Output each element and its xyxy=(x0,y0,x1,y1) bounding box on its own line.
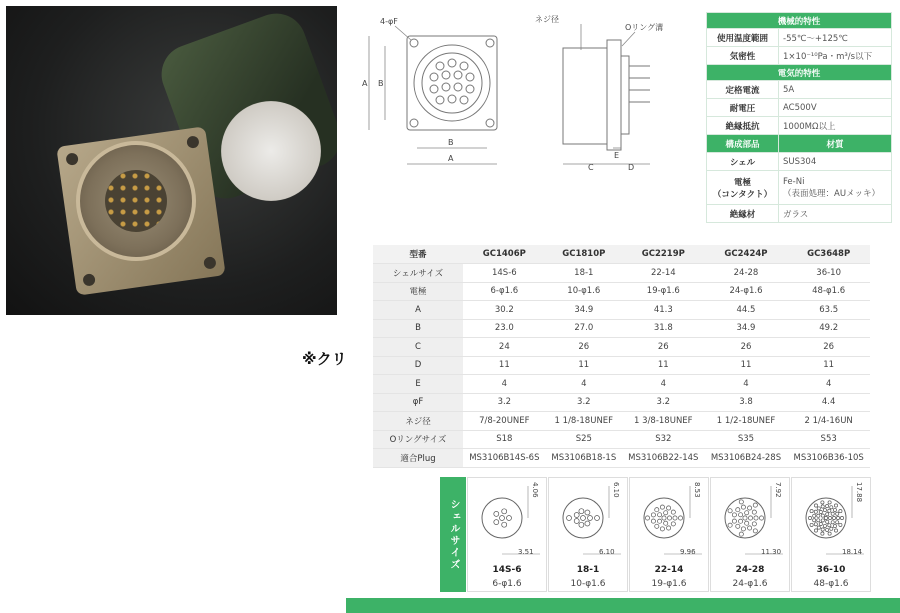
part-key: シェル xyxy=(707,153,779,171)
contact-pin xyxy=(736,524,740,528)
contact-pin xyxy=(741,527,745,531)
dim-vertical: 6.10 xyxy=(612,482,620,498)
table-row xyxy=(373,356,870,375)
dim-b-horizontal: B xyxy=(448,138,454,147)
contact-pin xyxy=(736,508,740,512)
table-row xyxy=(373,319,870,338)
shell-size-card xyxy=(548,477,628,592)
table-cell: 11 xyxy=(622,356,705,375)
dim-horizontal: 18.14 xyxy=(842,548,863,556)
table-cell: 18-1 xyxy=(546,264,622,283)
contact-pin xyxy=(823,524,826,527)
contact-pin xyxy=(759,516,763,520)
dim-horizontal: 9.96 xyxy=(680,548,696,556)
contact-pin xyxy=(579,522,584,527)
row-label: D xyxy=(373,356,463,375)
table-cell: S32 xyxy=(622,430,705,449)
contact-pin xyxy=(836,521,839,524)
dim-e: E xyxy=(614,151,620,160)
contact-pin xyxy=(494,511,499,516)
contact-pin xyxy=(810,510,813,513)
dim-horizontal: 3.51 xyxy=(518,548,534,556)
contact-pin xyxy=(660,505,664,509)
spec-value: -55℃～+125℃ xyxy=(779,29,892,47)
row-label: 適合Plug xyxy=(373,449,463,468)
contact-pin xyxy=(574,519,579,524)
contact-pin xyxy=(833,525,836,528)
table-cell: 4 xyxy=(787,375,870,394)
table-cell: 44.5 xyxy=(705,301,788,320)
table-cell: 4 xyxy=(705,375,788,394)
contact-pin xyxy=(839,510,842,513)
table-cell: 11 xyxy=(705,356,788,375)
contact-pin xyxy=(741,505,745,509)
contact-pin xyxy=(833,508,836,511)
table-row xyxy=(373,264,870,283)
table-cell: 3.2 xyxy=(622,393,705,412)
contact-pin xyxy=(828,501,831,504)
contact-pin xyxy=(745,511,749,515)
table-cell: 4 xyxy=(546,375,622,394)
table-cell: 24 xyxy=(463,338,546,357)
table-cell: 7/8-20UNEF xyxy=(463,412,546,431)
dim-phi-f: 4-φF xyxy=(380,17,398,26)
contact-pin xyxy=(739,532,743,536)
table-row xyxy=(373,375,870,394)
contact-pin xyxy=(664,511,668,515)
receptacle-shell xyxy=(76,141,196,261)
header-model-gc1810p: GC1810P xyxy=(546,245,622,264)
contact-pin xyxy=(828,516,831,519)
spec-value: 1×10⁻¹⁰Pa・m³/s以下 xyxy=(779,47,892,65)
plug-insulator xyxy=(221,101,321,201)
contact-pin xyxy=(671,510,675,514)
spec-section-title: 電気的特性 xyxy=(707,65,892,81)
table-cell: 4 xyxy=(463,375,546,394)
contact-pin xyxy=(507,516,512,521)
contact-pin xyxy=(821,519,824,522)
part-value: Fe-Ni （表面処理：AUメッキ） xyxy=(779,171,892,205)
contact-pin xyxy=(828,524,831,527)
contact-pin xyxy=(830,527,833,530)
table-cell: 24-φ1.6 xyxy=(705,282,788,301)
model-table xyxy=(373,245,870,468)
dim-c: C xyxy=(588,163,594,172)
spec-table xyxy=(706,12,892,223)
contact-pin xyxy=(567,516,572,521)
table-cell: 24-28 xyxy=(705,264,788,283)
contact-pin xyxy=(660,527,664,531)
table-cell: 3.2 xyxy=(546,393,622,412)
contact-pin xyxy=(739,500,743,504)
row-label: φF xyxy=(373,393,463,412)
spec-value: AC500V xyxy=(779,99,892,117)
spec-value: 1000MΩ以上 xyxy=(779,117,892,135)
row-label: E xyxy=(373,375,463,394)
spec-key: 耐電圧 xyxy=(707,99,779,117)
contact-pin xyxy=(658,519,662,523)
dim-horizontal: 6.10 xyxy=(599,548,615,556)
table-cell: 34.9 xyxy=(546,301,622,320)
dim-vertical: 8.53 xyxy=(693,482,701,498)
contact-pin xyxy=(655,508,659,512)
dim-vertical: 7.92 xyxy=(774,482,782,498)
contact-pin xyxy=(826,505,829,508)
table-row xyxy=(373,430,870,449)
table-row xyxy=(373,449,870,468)
contact-pin xyxy=(658,513,662,517)
shell-size-label: シェルサイズ xyxy=(440,477,466,592)
table-cell: 11 xyxy=(463,356,546,375)
table-cell: 26 xyxy=(546,338,622,357)
contact-pin xyxy=(728,523,732,527)
table-cell: S18 xyxy=(463,430,546,449)
contact-pin xyxy=(814,523,817,526)
dim-a-vertical: A xyxy=(362,79,368,88)
part-value: SUS304 xyxy=(779,153,892,171)
table-cell: 1 1/2-18UNEF xyxy=(705,412,788,431)
contact-pin xyxy=(836,516,839,519)
table-cell: 1 3/8-18UNEF xyxy=(622,412,705,431)
contact-pin xyxy=(821,514,824,517)
contact-pin xyxy=(810,523,813,526)
contact-pin xyxy=(831,512,834,515)
table-cell: 63.5 xyxy=(787,301,870,320)
table-cell: 11 xyxy=(546,356,622,375)
table-row xyxy=(373,301,870,320)
contact-pin xyxy=(826,528,829,531)
shell-size-name: 22-14 xyxy=(654,565,684,575)
contact-pin xyxy=(817,514,820,517)
contact-pin xyxy=(817,526,820,529)
shell-size-electrodes: 19-φ1.6 xyxy=(651,579,687,589)
contact-pin xyxy=(728,509,732,513)
table-row xyxy=(373,412,870,431)
row-label: ネジ径 xyxy=(373,412,463,431)
shell-size-electrodes: 6-φ1.6 xyxy=(492,579,522,589)
contact-pin xyxy=(817,507,820,510)
table-cell: S53 xyxy=(787,430,870,449)
shell-size-name: 24-28 xyxy=(735,565,765,575)
table-cell: 26 xyxy=(705,338,788,357)
product-photo xyxy=(6,6,337,315)
shell-size-electrodes: 24-φ1.6 xyxy=(732,579,768,589)
table-cell: MS3106B24-28S xyxy=(705,449,788,468)
contact-pin xyxy=(745,521,749,525)
spec-value: 5A xyxy=(779,81,892,99)
contact-pin xyxy=(753,503,757,507)
contact-pin xyxy=(819,510,822,513)
dim-a-horizontal: A xyxy=(448,154,454,163)
table-cell: 30.2 xyxy=(463,301,546,320)
header-model: 型番 xyxy=(373,245,463,264)
contact-pin xyxy=(743,516,747,520)
table-cell: MS3106B22-14S xyxy=(622,449,705,468)
contact-pin xyxy=(579,509,584,514)
table-cell: MS3106B36-10S xyxy=(787,449,870,468)
contact-pin xyxy=(502,509,507,514)
table-cell: MS3106B14S-6S xyxy=(463,449,546,468)
contact-pin xyxy=(581,516,586,521)
contact-pin xyxy=(821,505,824,508)
contact-pin xyxy=(814,529,817,532)
contact-pin xyxy=(836,512,839,515)
shell-size-card xyxy=(791,477,871,592)
spec-key: 気密性 xyxy=(707,47,779,65)
table-cell: 2 1/4-16UN xyxy=(787,412,870,431)
photo-note: ※クリ xyxy=(302,350,347,368)
contact-pin xyxy=(832,516,835,519)
contact-pin xyxy=(732,519,736,523)
table-row xyxy=(373,338,870,357)
contact-pin xyxy=(645,516,649,520)
contact-pin xyxy=(651,513,655,517)
contact-pin xyxy=(831,521,834,524)
contact-pin xyxy=(752,510,756,514)
contact-pin xyxy=(754,516,758,520)
spec-key: 絶縁抵抗 xyxy=(707,117,779,135)
table-cell: 1 1/8-18UNEF xyxy=(546,412,622,431)
contact-pin xyxy=(667,516,671,520)
contact-pin xyxy=(834,504,837,507)
table-cell: 41.3 xyxy=(622,301,705,320)
contact-pin xyxy=(814,504,817,507)
contact-pin xyxy=(739,519,743,523)
contact-pin xyxy=(748,516,752,520)
part-key: 絶縁材 xyxy=(707,205,779,223)
row-label: シェルサイズ xyxy=(373,264,463,283)
contact-pin xyxy=(839,523,842,526)
row-label: Oリングサイズ xyxy=(373,430,463,449)
part-key: 電極 （コンタクト） xyxy=(707,171,779,205)
contact-pin xyxy=(752,522,756,526)
contact-pin xyxy=(667,526,671,530)
label-screw: ネジ径 xyxy=(535,15,559,24)
table-cell: 6-φ1.6 xyxy=(463,282,546,301)
table-cell: MS3106B18-1S xyxy=(546,449,622,468)
contact-pin xyxy=(595,516,600,521)
header-model-gc1406p: GC1406P xyxy=(463,245,546,264)
contact-pin xyxy=(673,516,677,520)
table-cell: 22-14 xyxy=(622,264,705,283)
shell-size-electrodes: 10-φ1.6 xyxy=(570,579,606,589)
contact-pin xyxy=(651,519,655,523)
shell-size-electrodes: 48-φ1.6 xyxy=(813,579,849,589)
table-cell: 23.0 xyxy=(463,319,546,338)
contact-pin xyxy=(826,513,829,516)
table-cell: 14S-6 xyxy=(463,264,546,283)
table-cell: S25 xyxy=(546,430,622,449)
contact-pin xyxy=(821,532,824,535)
contact-pin xyxy=(830,506,833,509)
contact-pin xyxy=(826,520,829,523)
contact-pin xyxy=(732,513,736,517)
contact-pin xyxy=(823,509,826,512)
shell-size-card xyxy=(710,477,790,592)
dim-b-vertical: B xyxy=(378,79,384,88)
front-view-drawing xyxy=(355,8,515,173)
row-label: C xyxy=(373,338,463,357)
contact-pin xyxy=(494,520,499,525)
dim-d: D xyxy=(628,163,635,172)
table-cell: 3.2 xyxy=(463,393,546,412)
contact-pin xyxy=(739,513,743,517)
table-cell: 19-φ1.6 xyxy=(622,282,705,301)
dim-horizontal: 11.30 xyxy=(761,548,782,556)
contact-pin xyxy=(828,532,831,535)
table-cell: 4.4 xyxy=(787,393,870,412)
contact-pin xyxy=(821,528,824,531)
contact-pin xyxy=(814,510,817,513)
contact-pin xyxy=(662,516,666,520)
model-table-header xyxy=(373,245,870,264)
table-cell: S35 xyxy=(705,430,788,449)
parts-header-value: 材質 xyxy=(779,135,892,153)
table-cell: 26 xyxy=(787,338,870,357)
contact-pin xyxy=(828,509,831,512)
contact-pin xyxy=(748,526,752,530)
table-cell: 31.8 xyxy=(622,319,705,338)
table-cell: 27.0 xyxy=(546,319,622,338)
parts-header-key: 構成部品 xyxy=(707,135,779,153)
label-oring-groove: Oリング溝 xyxy=(625,23,664,32)
contact-pin xyxy=(678,516,682,520)
contact-pin xyxy=(500,516,505,521)
header-model-gc3648p: GC3648P xyxy=(787,245,870,264)
footer-bar xyxy=(346,598,900,613)
contact-pin xyxy=(753,529,757,533)
table-cell: 48-φ1.6 xyxy=(787,282,870,301)
shell-size-card xyxy=(629,477,709,592)
contact-pin xyxy=(821,501,824,504)
row-label: 電極 xyxy=(373,282,463,301)
shell-size-name: 36-10 xyxy=(816,565,846,575)
shell-size-card xyxy=(467,477,547,592)
part-value: ガラス xyxy=(779,205,892,223)
contact-pin xyxy=(808,516,811,519)
contact-pin xyxy=(824,516,827,519)
table-cell: 34.9 xyxy=(705,319,788,338)
row-label: A xyxy=(373,301,463,320)
contact-pin xyxy=(588,516,593,521)
contact-pin xyxy=(817,519,820,522)
table-row xyxy=(373,393,870,412)
contact-pin xyxy=(671,522,675,526)
shell-size-name: 18-1 xyxy=(576,565,600,575)
header-model-gc2219p: GC2219P xyxy=(622,245,705,264)
contact-pin xyxy=(840,516,843,519)
contact-pin xyxy=(667,506,671,510)
spec-key: 定格電流 xyxy=(707,81,779,99)
spec-key: 使用温度範囲 xyxy=(707,29,779,47)
spec-section-title: 機械的特性 xyxy=(707,13,892,29)
table-cell: 26 xyxy=(622,338,705,357)
contact-pin xyxy=(585,510,590,515)
contact-pin xyxy=(664,521,668,525)
side-view-drawing xyxy=(525,8,700,173)
contact-pin xyxy=(502,522,507,527)
contact-pin xyxy=(813,519,816,522)
contact-pin xyxy=(585,521,590,526)
dim-vertical: 4.06 xyxy=(531,482,539,498)
dim-vertical: 17.88 xyxy=(855,482,863,503)
contact-pin xyxy=(819,522,822,525)
header-model-gc2424p: GC2424P xyxy=(705,245,788,264)
table-cell: 36-10 xyxy=(787,264,870,283)
table-cell: 11 xyxy=(787,356,870,375)
table-cell: 49.2 xyxy=(787,319,870,338)
table-cell: 10-φ1.6 xyxy=(546,282,622,301)
table-cell: 3.8 xyxy=(705,393,788,412)
contact-pin xyxy=(655,524,659,528)
table-row xyxy=(373,282,870,301)
row-label: B xyxy=(373,319,463,338)
contact-pin xyxy=(813,514,816,517)
shell-size-name: 14S-6 xyxy=(492,565,522,575)
contact-pin xyxy=(748,506,752,510)
table-cell: 4 xyxy=(622,375,705,394)
contact-pin xyxy=(834,529,837,532)
contact-pin xyxy=(574,513,579,518)
